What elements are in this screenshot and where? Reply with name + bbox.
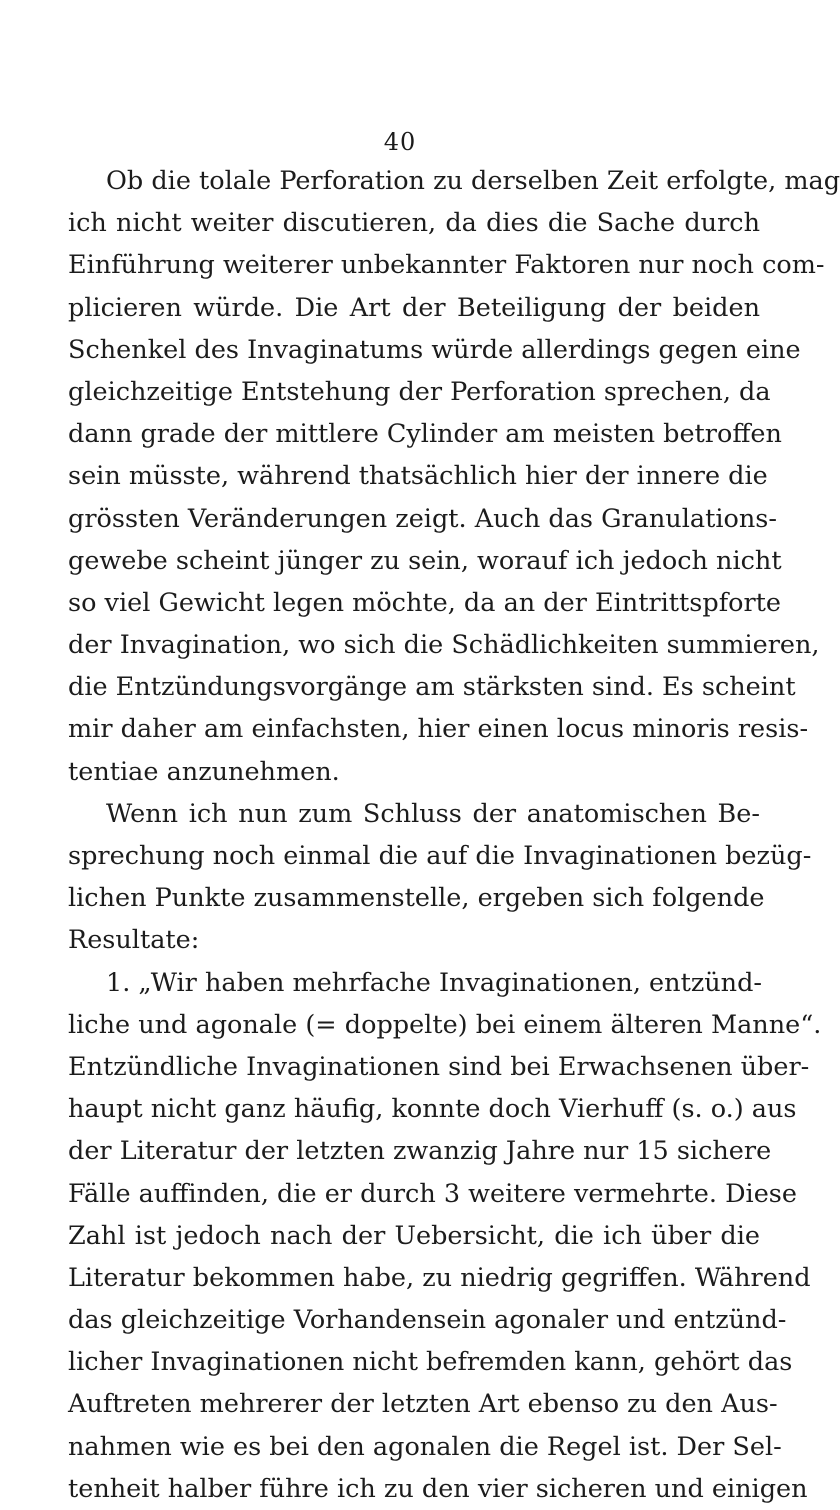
text-line: dann grade der mittlere Cylinder am meisten betroffen xyxy=(68,419,782,450)
text-line: sprechung noch einmal die auf die Invaginationen bezüg- xyxy=(68,841,812,871)
text-line: Resultate: xyxy=(68,925,200,956)
text-line: Fälle auffinden, die er durch 3 weitere vermehrte. Diese xyxy=(68,1178,797,1209)
text-line: lichen Punkte zusammenstelle, ergeben sich folgende xyxy=(68,883,765,914)
text-line: Ob die tolale Perforation zu derselben Zeit erfolgte, mag xyxy=(106,166,840,196)
text-line: Literatur bekommen habe, zu niedrig gegriffen. Während xyxy=(68,1262,811,1293)
text-line: ich nicht weiter discutieren, da dies die Sache durch xyxy=(68,208,760,239)
text-line: tenheit halber führe ich zu den vier sicheren und einigen xyxy=(68,1473,808,1504)
text-line: Zahl ist jedoch nach der Uebersicht, die ich über die xyxy=(68,1220,760,1251)
text-line: Einführung weiterer unbekannter Faktoren nur noch com- xyxy=(68,250,825,281)
text-line: tentiae anzunehmen. xyxy=(68,756,340,787)
text-line: Wenn ich nun zum Schluss der anatomischen Be- xyxy=(106,798,760,829)
text-line: gleichzeitige Entstehung der Perforation sprechen, da xyxy=(68,376,771,407)
text-line: licher Invaginationen nicht befremden kann, gehört das xyxy=(68,1347,793,1378)
text-line: sein müsste, während thatsächlich hier der innere die xyxy=(68,461,768,492)
text-line: nahmen wie es bei den agonalen die Regel ist. Der Sel- xyxy=(68,1431,782,1462)
text-line: plicieren würde. Die Art der Beteiligung der beiden xyxy=(68,292,760,323)
text-line: liche und agonale (= doppelte) bei einem älteren Manne“. xyxy=(68,1009,822,1040)
text-line: mir daher am einfachsten, hier einen locus minoris resis- xyxy=(68,714,809,745)
text-line: so viel Gewicht legen möchte, da an der Eintrittspforte xyxy=(68,587,782,618)
body-text xyxy=(68,160,840,1510)
text-line: Schenkel des Invaginatums würde allerdings gegen eine xyxy=(68,334,801,365)
text-line: das gleichzeitige Vorhandensein agonaler und entzünd- xyxy=(68,1305,787,1336)
text-line: Auftreten mehrerer der letzten Art ebenso zu den Aus- xyxy=(68,1389,778,1420)
text-line: haupt nicht ganz häufig, konnte doch Vierhuff (s. o.) aus xyxy=(68,1094,797,1125)
text-line: 1. „Wir haben mehrfache Invaginationen, entzünd- xyxy=(106,967,763,998)
text-line: grössten Veränderungen zeigt. Auch das Granulations- xyxy=(68,503,777,534)
page-number: 40 xyxy=(383,128,417,156)
text-line: die Entzündungsvorgänge am stärksten sind. Es scheint xyxy=(68,672,796,703)
text-line: der Literatur der letzten zwanzig Jahre nur 15 sichere xyxy=(68,1136,772,1167)
text-line: gewebe scheint jünger zu sein, worauf ich jedoch nicht xyxy=(68,545,782,576)
text-line: der Invagination, wo sich die Schädlichkeiten summieren, xyxy=(68,630,820,661)
text-line: Entzündliche Invaginationen sind bei Erwachsenen über- xyxy=(68,1051,810,1082)
